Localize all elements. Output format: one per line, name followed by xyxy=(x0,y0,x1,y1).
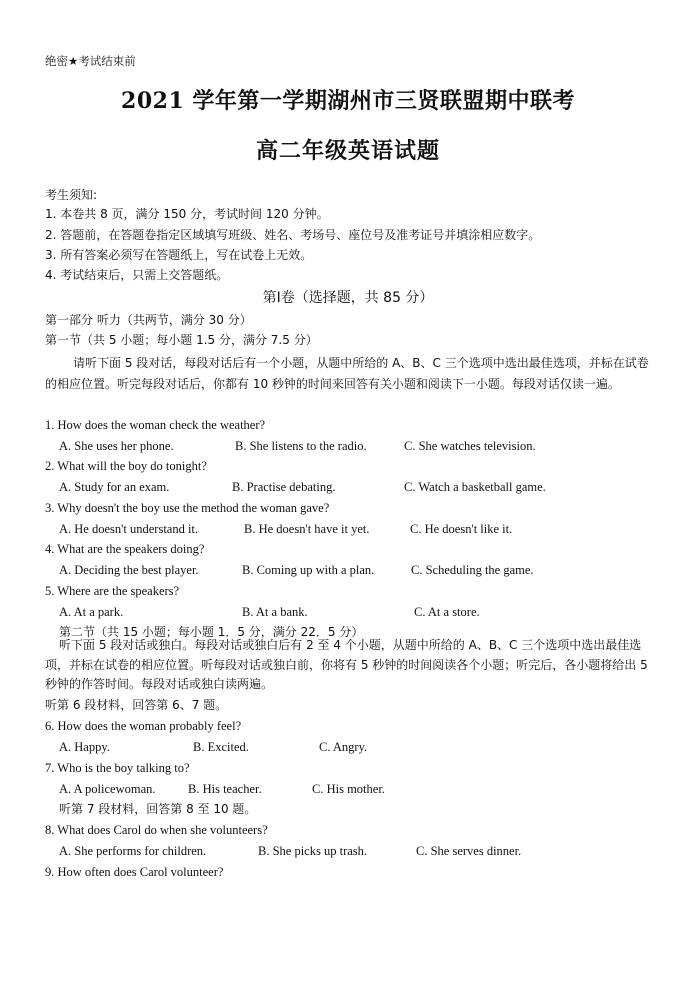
section1-directions: 请听下面 5 段对话，每段对话后有一个小题，从题中所给的 A、B、C 三个选项中选出最佳选项，并标在试卷的相应位置。听完每段对话后，你都有 10 秒钟的时间来回答有关小题和阅读下一小题。每段对话仅读一遍。 xyxy=(45,356,649,391)
confidential-note: 绝密★考试结束前 xyxy=(45,54,136,68)
instruction-item: 1. 本卷共 8 页，满分 150 分，考试时间 120 分钟。 xyxy=(45,207,329,221)
option-b: B. Excited. xyxy=(193,740,249,754)
option-c: C. At a store. xyxy=(414,605,480,619)
material-note: 听第 6 段材料，回答第 6、7 题。 xyxy=(45,698,228,712)
question-stem: 1. How does the woman check the weather? xyxy=(45,418,266,432)
option-b: B. His teacher. xyxy=(188,782,262,796)
option-b: B. Practise debating. xyxy=(232,480,336,494)
option-c: C. She watches television. xyxy=(404,439,536,453)
question-stem: 2. What will the boy do tonight? xyxy=(45,459,207,473)
question-stem: 6. How does the woman probably feel? xyxy=(45,719,242,733)
question-stem: 8. What does Carol do when she volunteers? xyxy=(45,823,268,837)
instruction-item: 3. 所有答案必须写在答题纸上，写在试卷上无效。 xyxy=(45,248,313,262)
option-c: C. She serves dinner. xyxy=(416,844,522,858)
option-c: C. He doesn't like it. xyxy=(410,522,513,536)
option-b: B. She listens to the radio. xyxy=(235,439,367,453)
option-a: A. At a park. xyxy=(59,605,124,619)
question-stem: 9. How often does Carol volunteer? xyxy=(45,865,224,879)
option-a: A. She uses her phone. xyxy=(59,439,174,453)
option-a: A. He doesn't understand it. xyxy=(59,522,199,536)
question-stem: 3. Why doesn't the boy use the method the woman gave? xyxy=(45,501,330,515)
option-b: B. Coming up with a plan. xyxy=(242,563,375,577)
instructions-heading: 考生须知: xyxy=(45,188,98,202)
question-stem: 7. Who is the boy talking to? xyxy=(45,761,190,775)
volume-heading: 第Ⅰ卷（选择题，共 85 分） xyxy=(262,290,434,306)
option-a: A. Deciding the best player. xyxy=(59,563,199,577)
option-c: C. His mother. xyxy=(312,782,385,796)
option-a: A. A policewoman. xyxy=(59,782,156,796)
option-c: C. Watch a basketball game. xyxy=(404,480,546,494)
option-a: A. Happy. xyxy=(59,740,110,754)
part1-title: 第一部分 听力（共两节，满分 30 分） xyxy=(45,313,252,327)
option-c: C. Scheduling the game. xyxy=(411,563,534,577)
question-stem: 4. What are the speakers doing? xyxy=(45,542,205,556)
section2-directions: 听下面 5 段对话或独白。每段对话或独白后有 2 至 4 个小题，从题中所给的 A、B、C 三个选项中选出最佳选项，并标在试卷的相应位置。听每段对话或独白前，你将有 5 秒钟的时间阅读各个小题；听完后，各小题将给出 5 秒钟的作答时间。每段对话或独白读两遍。 xyxy=(45,638,648,691)
option-b: B. At a bank. xyxy=(242,605,308,619)
option-c: C. Angry. xyxy=(319,740,368,754)
section1-title: 第一节（共 5 小题；每小题 1.5 分，满分 7.5 分） xyxy=(45,333,318,347)
section2-title: 第二节（共 15 小题；每小题 1．5 分，满分 22．5 分） xyxy=(59,625,364,639)
option-a: A. She performs for children. xyxy=(59,844,207,858)
instruction-item: 4. 考试结束后，只需上交答题纸。 xyxy=(45,268,229,282)
material-note: 听第 7 段材料，回答第 8 至 10 题。 xyxy=(59,802,257,816)
exam-title: 2021 学年第一学期湖州市三贤联盟期中联考 xyxy=(121,88,575,114)
option-a: A. Study for an exam. xyxy=(59,480,170,494)
instruction-item: 2. 答题前，在答题卷指定区域填写班级、姓名、考场号、座位号及准考证号并填涂相应数字。 xyxy=(45,228,541,242)
option-b: B. She picks up trash. xyxy=(258,844,368,858)
option-b: B. He doesn't have it yet. xyxy=(244,522,370,536)
exam-subtitle: 高二年级英语试题 xyxy=(255,138,440,164)
question-stem: 5. Where are the speakers? xyxy=(45,584,180,598)
